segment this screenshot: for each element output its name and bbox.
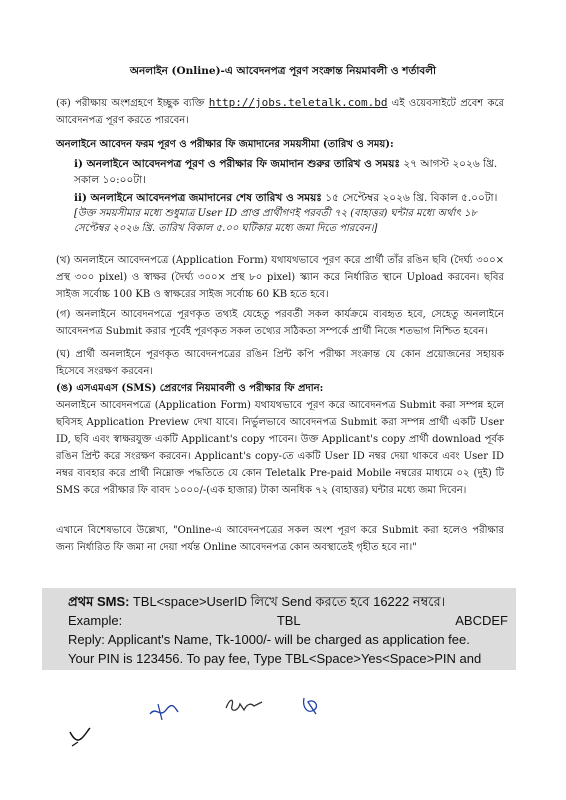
sms-example-tbl: TBL	[276, 613, 301, 628]
schedule-end	[74, 190, 514, 236]
sms-example-row	[68, 611, 508, 630]
paragraph-kha: (খ) অনলাইনে আবেদনপত্রে (Application Form) যথাযথভাবে পূরণ করে প্রার্থী তাঁর রঙিন ছবি (দৈর্ঘ্য ৩০০× প্রস্থ ৩০০ pixel) ও স্বাক্ষর (দৈর্ঘ্য ৩০০× প্রস্থ ৮০ pixel) স্ক্যান করে নির্ধারিত স্থানে Upload করবেন। ছবির সাইজ সর্বোচ্চ 100 KB ও স্বাক্ষরের সাইজ সর্বোচ্চ 60 KB হতে হবে।	[56, 255, 504, 300]
jobs-website-link[interactable]: http://jobs.teletalk.com.bd	[208, 96, 388, 109]
schedule-start-value: ২৭ আগস্ট ২০২৬ খ্রি. সকাল ১০:০০টা।	[74, 158, 498, 186]
paragraph-uma-body: অনলাইনে আবেদনপত্রে (Application Form) যথাযথভাবে পূরণ করে আবেদনপত্র Submit করা সম্পন্ন হলে ছবিসহ Application Preview দেখা যাবে। নির্ভুলভাবে আবেদনপত্র Submit করা সম্পন্ন প্রার্থী একটি User ID, ছবি এবং স্বাক্ষরযুক্ত একটি Applicant's copy পাবেন। উক্ত Applicant's copy প্রার্থী download পূর্বক রঙিন প্রিন্ট করে সংরক্ষণ করবেন। Applicant's copy-তে একটি User ID নম্বর দেয়া থাকবে এবং User ID নম্বর ব্যবহার করে প্রার্থী নিম্নোক্ত পদ্ধতিতে যে কোন Teletalk Pre-paid Mobile নম্বরের মাধ্যমে ০২ (দুই) টি SMS করে পরীক্ষার ফি বাবদ ১০০০/-(এক হাজার) টাকা অনধিক ৭২ (বাহাত্তর) ঘন্টার মধ্যে জমা দিবেন।	[56, 400, 504, 496]
schedule-end-value: ১৫ সেপ্টেম্বর ২০২৬ খ্রি. বিকাল ৫.০০টা।	[321, 192, 498, 204]
paragraph-ga: (গ) অনলাইনে আবেদনপত্রে পূরণকৃত তথ্যই যেহেতু পরবর্তী সকল কার্যক্রমে ব্যবহৃত হবে, সেহেতু অনলাইনে আবেদনপত্র Submit করার পূর্বেই পূরণকৃত সকল তথ্যের সঠিকতা সম্পর্কে প্রার্থী নিজে শতভাগ নিশ্চিত হবেন।	[56, 309, 504, 337]
schedule-start	[74, 156, 514, 188]
paragraph-ka	[56, 94, 504, 129]
signature-1	[148, 700, 180, 724]
paragraph-ka-prefix: (ক) পরীক্ষায় অংশগ্রহণে ইচ্ছুক ব্যক্তি	[56, 98, 209, 109]
first-sms-text: TBL<space>UserID লিখে Send করতে হবে 16222 নম্বরে।	[129, 594, 446, 609]
emphasis-note: এখানে বিশেষভাবে উল্লেখ্য, "Online-এ আবেদনপত্রের সকল অংশ পূরণ করে Submit করা হলেও পরীক্ষার জন্য নির্ধারিত ফি জমা না দেয়া পর্যন্ত Online আবেদনপত্র কোন অবস্থাতেই গৃহীত হবে না।"	[56, 525, 504, 553]
schedule-heading: অনলাইনে আবেদন ফরম পূরণ ও পরীক্ষার ফি জমাদানের সময়সীমা (তারিখ ও সময়):	[56, 139, 394, 150]
signature-4	[68, 726, 92, 750]
schedule-end-label: ii) অনলাইনে আবেদনপত্র জমাদানের শেষ তারিখ ও সময়ঃ	[74, 192, 322, 204]
sms-example-label: Example:	[68, 613, 123, 628]
paragraph-uma-heading: (ঙ) এসএমএস (SMS) প্রেরণের নিয়মাবলী ও পরীক্ষার ফি প্রদান:	[56, 383, 324, 394]
signature-3	[300, 694, 322, 716]
sms-instructions-box	[42, 588, 516, 670]
paragraph-uma	[56, 380, 504, 499]
sms-example-id: ABCDEF	[455, 613, 508, 628]
sms-pin-line: Your PIN is 123456. To pay fee, Type TBL<Space>Yes<Space>PIN and	[68, 651, 482, 666]
paragraph-gha: (ঘ) প্রার্থী অনলাইনে পূরণকৃত আবেদনপত্রের রঙিন প্রিন্ট কপি পরীক্ষা সংক্রান্ত যে কোন প্রয়োজনের সহায়ক হিসেবে সংরক্ষণ করবেন।	[56, 349, 504, 377]
schedule-end-note: [উক্ত সময়সীমার মধ্যে শুধুমাত্র User ID প্রাপ্ত প্রার্থীগণই পরবর্তী ৭২ (বাহাত্তর) ঘন্টার মধ্যে অর্থাৎ ১৮ সেপ্টেম্বর ২০২৬ খ্রি. তারিখ বিকাল ৫.০০ ঘটিকার মধ্যে জমা দিতে পারবেন।]	[74, 208, 477, 234]
document-title: অনলাইন (Online)-এ আবেদনপত্র পূরণ সংক্রান্ত নিয়মাবলী ও শর্তাবলী	[129, 65, 437, 77]
signature-2	[224, 694, 264, 716]
sms-reply-line: Reply: Applicant's Name, Tk-1000/- will be charged as application fee.	[68, 632, 470, 647]
schedule-start-label: i) অনলাইনে আবেদনপত্র পূরণ ও পরীক্ষার ফি জমাদান শুরুর তারিখ ও সময়ঃ	[74, 158, 401, 170]
paragraph-ka-suffix: এই ওয়েবসাইটে প্রবেশ করে আবেদনপত্র পূরণ করতে পারবেন।	[56, 98, 504, 126]
first-sms-label: প্রথম SMS:	[68, 594, 130, 609]
